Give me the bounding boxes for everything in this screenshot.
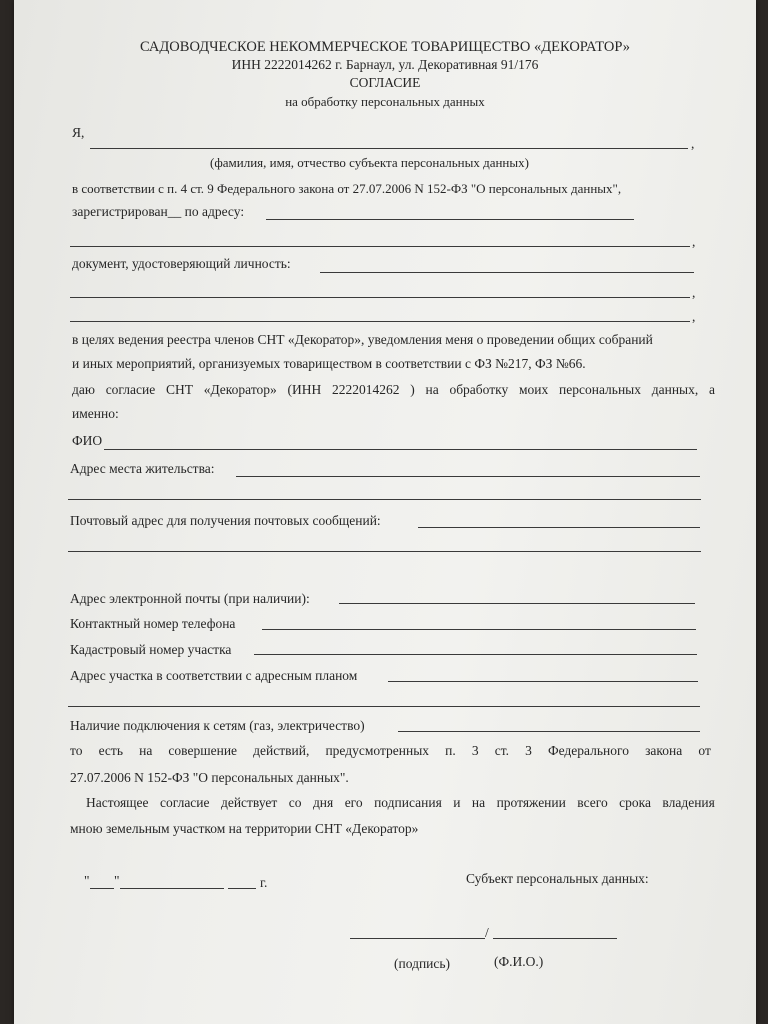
org-name: САДОВОДЧЕСКОЕ НЕКОММЕРЧЕСКОЕ ТОВАРИЩЕСТВО «ДЕКОРАТОР» xyxy=(139,39,631,55)
residence-label: Адрес места жительства: xyxy=(70,461,215,476)
validity-line-2: мною земельным участком на территории СНТ «Декоратор» xyxy=(70,821,419,836)
purpose-line-2: и иных мероприятий, организуемых товариществом в соответствии с ФЗ №217, ФЗ №66. xyxy=(72,356,586,371)
word: персональных xyxy=(559,382,641,397)
registered-label: зарегистрирован__ по адресу: xyxy=(72,204,245,219)
word: даю xyxy=(72,382,95,397)
registered-address-line[interactable] xyxy=(266,219,634,220)
word: (ИНН xyxy=(287,382,322,397)
word: от xyxy=(698,743,711,758)
residence-line[interactable] xyxy=(236,476,700,477)
word: согласие xyxy=(159,795,210,810)
registered-address-line-2[interactable] xyxy=(70,246,690,247)
word: то xyxy=(70,743,83,758)
word: согласие xyxy=(105,382,156,397)
date-quote-open: " xyxy=(84,873,90,888)
word: на xyxy=(471,795,486,810)
fio-line[interactable] xyxy=(90,148,688,149)
plot-address-line[interactable] xyxy=(388,681,698,682)
word: Настоящее xyxy=(86,795,149,810)
phone-line[interactable] xyxy=(262,629,696,630)
line-comma: , xyxy=(692,285,696,300)
word: ст. xyxy=(494,743,509,758)
word: срока xyxy=(619,795,651,810)
cadastral-label: Кадастровый номер участка xyxy=(70,642,232,657)
document-subtitle: на обработку персональных данных xyxy=(285,94,485,109)
word: со xyxy=(288,795,302,810)
document-line[interactable] xyxy=(320,272,694,273)
actions-line-2: 27.07.2006 N 152-ФЗ "О персональных данных". xyxy=(70,770,349,785)
document-line-3[interactable] xyxy=(70,321,690,322)
word: действует xyxy=(220,795,278,810)
word: есть xyxy=(98,743,123,758)
plot-address-label: Адрес участка в соответствии с адресным планом xyxy=(70,668,358,683)
word: владения xyxy=(662,795,715,810)
line-comma: , xyxy=(692,234,696,249)
postal-line-2[interactable] xyxy=(68,551,701,552)
document-line-2[interactable] xyxy=(70,297,690,298)
word: протяжении xyxy=(496,795,566,810)
email-line[interactable] xyxy=(339,603,695,604)
word: подписания xyxy=(374,795,442,810)
word: всего xyxy=(577,795,608,810)
date-year-line[interactable] xyxy=(228,888,256,889)
signature-slash: / xyxy=(485,925,489,940)
date-day-line[interactable] xyxy=(90,888,114,889)
networks-line[interactable] xyxy=(398,731,700,732)
validity-line-1 xyxy=(86,795,715,811)
word: действий, xyxy=(253,743,310,758)
word: предусмотренных xyxy=(325,743,430,758)
email-label: Адрес электронной почты (при наличии): xyxy=(70,591,310,606)
word: на xyxy=(139,743,153,758)
word: 3 xyxy=(525,743,532,758)
word: его xyxy=(344,795,363,810)
postal-line[interactable] xyxy=(418,527,700,528)
purpose-line-1: в целях ведения реестра членов СНТ «Декоратор», уведомления меня о проведении общих собраний xyxy=(72,332,653,347)
document-title: СОГЛАСИЕ xyxy=(349,75,421,90)
fio-signature-line[interactable] xyxy=(493,938,617,939)
fio-field-label: ФИО xyxy=(72,433,103,448)
line-comma: , xyxy=(691,136,695,151)
date-month-line[interactable] xyxy=(120,888,224,889)
word: и xyxy=(453,795,461,810)
cadastral-line[interactable] xyxy=(254,654,697,655)
word: п. xyxy=(445,743,456,758)
signature-label: (подпись) xyxy=(394,956,451,971)
residence-line-2[interactable] xyxy=(68,499,701,500)
law-reference: в соответствии с п. 4 ст. 9 Федерального закона от 27.07.2006 N 152-ФЗ "О персональных данных", xyxy=(72,181,622,196)
year-suffix: г. xyxy=(260,875,268,890)
actions-line-1 xyxy=(70,743,711,759)
word: 3 xyxy=(471,743,479,758)
date-quote-close: " xyxy=(114,873,120,888)
word: закона xyxy=(645,743,683,758)
word: моих xyxy=(519,382,549,397)
fio-hint: (фамилия, имя, отчество субъекта персональных данных) xyxy=(210,155,529,170)
fio-field-line[interactable] xyxy=(104,449,697,450)
plot-address-line-2[interactable] xyxy=(68,706,700,707)
document-label: документ, удостоверяющий личность: xyxy=(72,256,291,271)
word: а xyxy=(708,382,715,397)
document-page xyxy=(14,0,756,1024)
word: Федерального xyxy=(547,743,629,758)
networks-label: Наличие подключения к сетям (газ, электричество) xyxy=(70,718,365,733)
postal-label: Почтовый адрес для получения почтовых сообщений: xyxy=(70,513,381,528)
word: «Декоратор» xyxy=(203,382,277,397)
line-comma: , xyxy=(692,309,696,324)
word: дня xyxy=(312,795,334,810)
i-label: Я, xyxy=(72,125,85,140)
inn-address: ИНН 2222014262 г. Барнаул, ул. Декоративная 91/176 xyxy=(231,57,539,72)
fio-label: (Ф.И.О.) xyxy=(494,954,544,969)
namely-label: именно: xyxy=(72,406,119,421)
word: 2222014262 xyxy=(332,382,400,397)
phone-label: Контактный номер телефона xyxy=(70,616,236,631)
subject-label: Субъект персональных данных: xyxy=(466,871,649,886)
consent-line xyxy=(72,382,715,398)
word: ) xyxy=(410,382,415,397)
word: совершение xyxy=(168,743,238,758)
word: данных, xyxy=(651,382,699,397)
word: СНТ xyxy=(165,382,193,397)
word: на xyxy=(425,382,439,397)
signature-line[interactable] xyxy=(350,938,485,939)
word: обработку xyxy=(449,382,509,397)
